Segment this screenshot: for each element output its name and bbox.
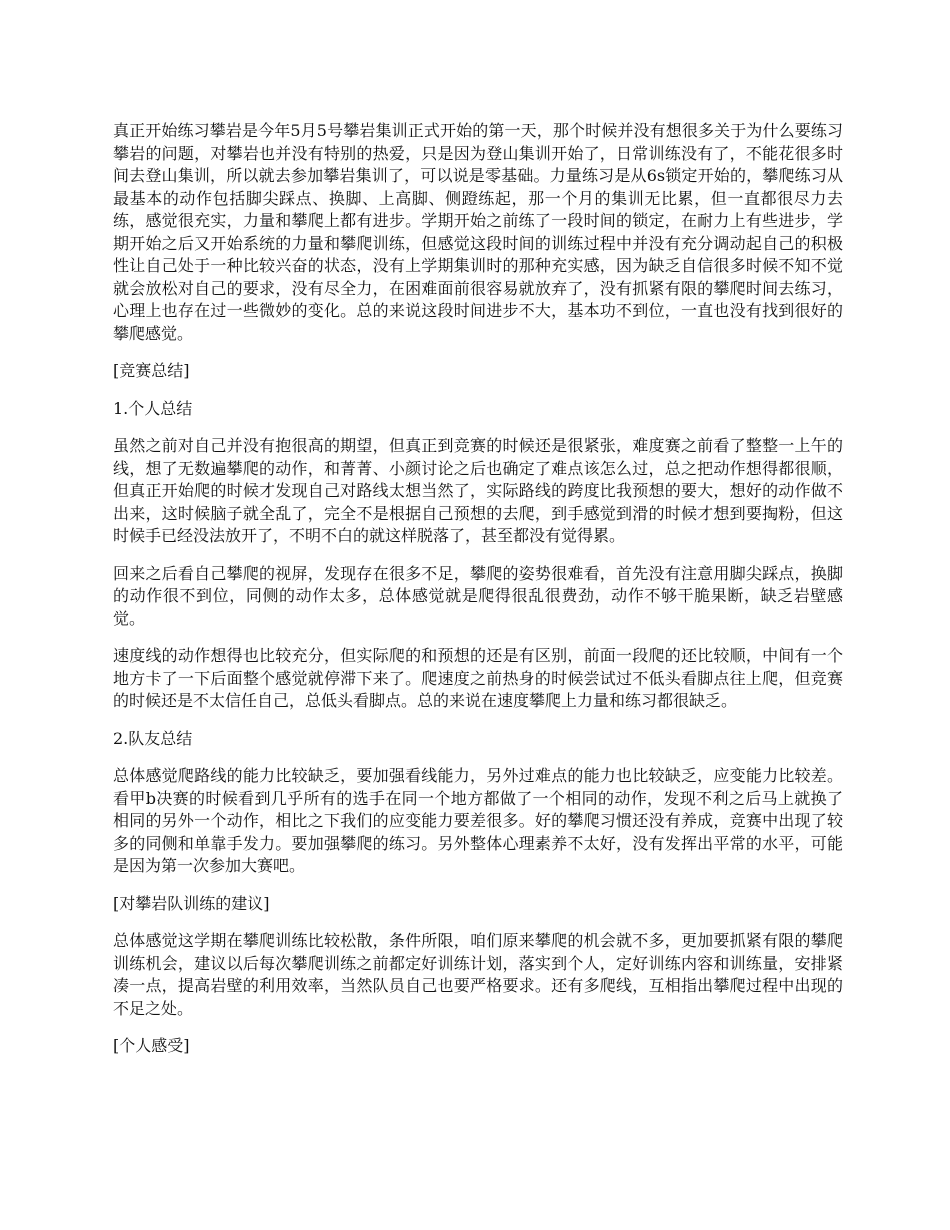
- document-page: [113, 120, 843, 1200]
- personal-summary-paragraph-1: 虽然之前对自己并没有抱很高的期望，但真正到竞赛的时候还是很紧张，难度赛之前看了整整一上午的线，想了无数遍攀爬的动作，和菁菁、小颜讨论之后也确定了难点该怎么过，总之把动作想得都很顺，但真正开始爬的时候才发现自己对路线太想当然了，实际路线的跨度比我预想的要大，想好的动作做不出来，这时候脑子就全乱了，完全不是根据自己预想的去爬，到手感觉到滑的时候才想到要掏粉，但这时候手已经没法放开了，不明不白的就这样脱落了，甚至都没有觉得累。: [113, 436, 843, 545]
- section-heading-feeling: [个人感受]: [113, 1036, 190, 1055]
- subsection-heading-personal: 1.个人总结: [113, 398, 193, 418]
- team-summary-paragraph: 总体感觉爬路线的能力比较缺乏，要加强看线能力，另外过难点的能力也比较缺乏，应变能力比较差。看甲b决赛的时候看到几乎所有的选手在同一个地方都做了一个相同的动作，发现不利之后马上就换了相同的另外一个动作，相比之下我们的应变能力要差很多。好的攀爬习惯还没有养成，竞赛中出现了较多的同侧和单靠手发力。要加强攀爬的练习。另外整体心理素养不太好，没有发挥出平常的水平，可能是因为第一次参加大赛吧。: [113, 766, 843, 875]
- personal-summary-paragraph-3: 速度线的动作想得也比较充分，但实际爬的和预想的还是有区别，前面一段爬的还比较顺，中间有一个地方卡了一下后面整个感觉就停滞下来了。爬速度之前热身的时候尝试过不低头看脚点往上爬，但竞赛的时候还是不太信任自己，总低头看脚点。总的来说在速度攀爬上力量和练习都很缺乏。: [113, 646, 843, 710]
- subsection-heading-team: 2.队友总结: [113, 728, 193, 748]
- suggestion-paragraph: 总体感觉这学期在攀爬训练比较松散，条件所限，咱们原来攀爬的机会就不多，更加要抓紧有限的攀爬训练机会，建议以后每次攀爬训练之前都定好训练计划，落实到个人，定好训练内容和训练量，安排紧凑一点，提高岩壁的利用效率，当然队员自己也要严格要求。还有多爬线，互相指出攀爬过程中出现的不足之处。: [113, 931, 843, 1018]
- personal-summary-paragraph-2: 回来之后看自己攀爬的视屏，发现存在很多不足，攀爬的姿势很难看，首先没有注意用脚尖踩点，换脚的动作很不到位，同侧的动作太多，总体感觉就是爬得很乱很费劲，动作不够干脆果断，缺乏岩壁感觉。: [113, 563, 843, 628]
- section-heading-suggestion: [对攀岩队训练的建议]: [113, 893, 270, 913]
- intro-paragraph: 真正开始练习攀岩是今年5月5号攀岩集训正式开始的第一天，那个时候并没有想很多关于为什么要练习攀岩的问题，对攀岩也并没有特别的热爱，只是因为登山集训开始了，日常训练没有了，不能花很多时间去登山集训，所以就去参加攀岩集训了，可以说是零基础。力量练习是从6s锁定开始的，攀爬练习从最基本的动作包括脚尖踩点、换脚、上高脚、侧蹬练起，那一个月的集训无比累，但一直都很尽力去练，感觉很充实，力量和攀爬上都有进步。学期开始之前练了一段时间的锁定，在耐力上有些进步，学期开始之后又开始系统的力量和攀爬训练，但感觉这段时间的训练过程中并没有充分调动起自己的积极性让自己处于一种比较兴奋的状态，没有上学期集训时的那种充实感，因为缺乏自信很多时候不知不觉就会放松对自己的要求，没有尽全力，在困难面前很容易就放弃了，没有抓紧有限的攀爬时间去练习，心理上也存在过一些微妙的变化。总的来说这段时间进步不大，基本功不到位，一直也没有找到很好的攀爬感觉。: [113, 121, 843, 343]
- section-heading-competition: [竞赛总结]: [113, 361, 190, 380]
